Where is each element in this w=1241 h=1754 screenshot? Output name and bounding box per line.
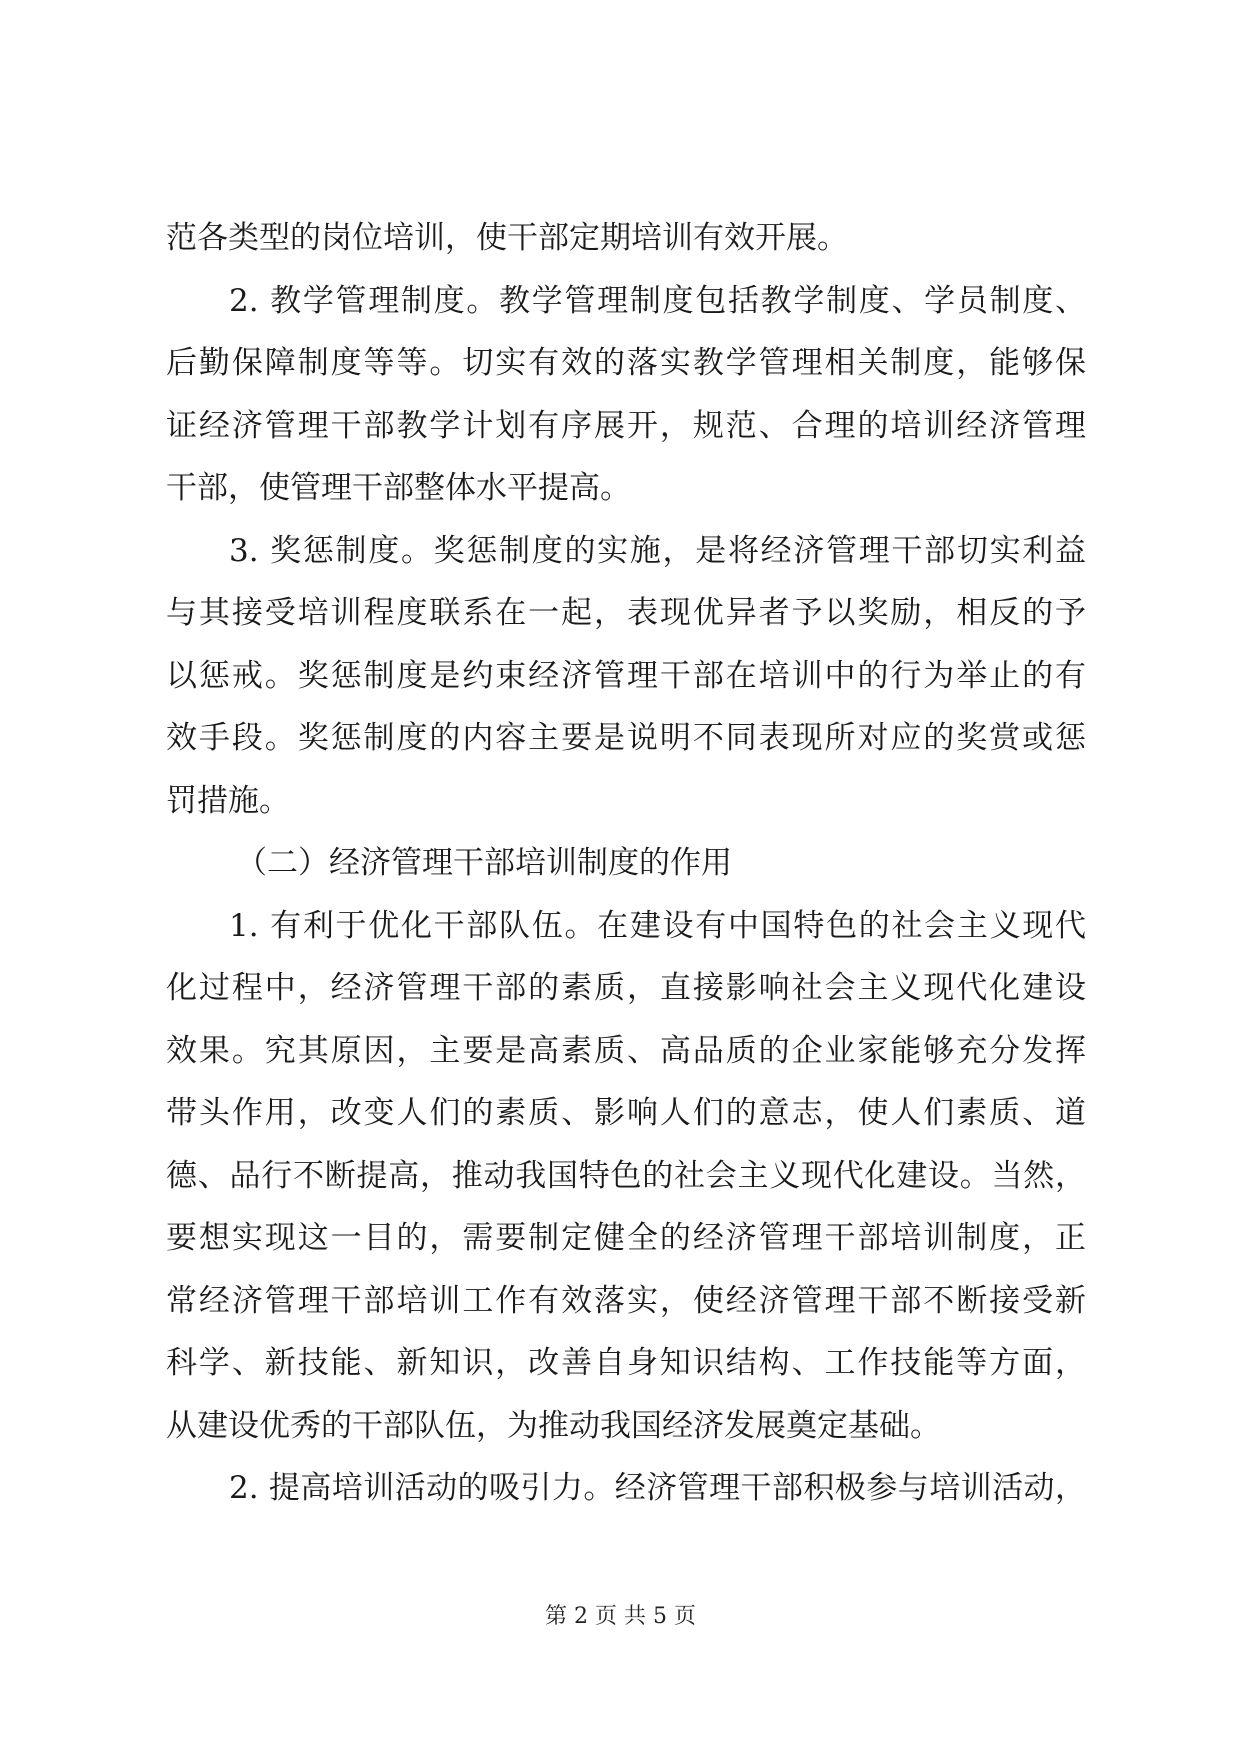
paragraph-line: 干部，使管理干部整体水平提高。 [166,470,631,506]
paragraph-line: 证经济管理干部教学计划有序展开，规范、合理的培训经济管理 [166,408,1086,444]
paragraph-line: 罚措施。 [166,783,290,819]
paragraph-line: 3. 奖惩制度。奖惩制度的实施，是将经济管理干部切实利益 [229,533,1086,569]
paragraph-line: 德、品行不断提高，推动我国特色的社会主义现代化建设。当然， [166,1158,1086,1194]
paragraph-line: 以惩戒。奖惩制度是约束经济管理干部在培训中的行为举止的有 [166,658,1086,694]
paragraph-line: 2. 教学管理制度。教学管理制度包括教学制度、学员制度、 [229,283,1086,319]
paragraph-line: 与其接受培训程度联系在一起，表现优异者予以奖励，相反的予 [166,595,1086,631]
paragraph-line: 从建设优秀的干部队伍，为推动我国经济发展奠定基础。 [166,1408,941,1444]
paragraph-line: 带头作用，改变人们的素质、影响人们的意志，使人们素质、道 [166,1095,1086,1131]
section-heading: （二）经济管理干部培训制度的作用 [236,845,732,881]
paragraph-line: 1. 有利于优化干部队伍。在建设有中国特色的社会主义现代 [229,908,1086,944]
paragraph-line: 范各类型的岗位培训，使干部定期培训有效开展。 [166,220,848,256]
paragraph-line: 效果。究其原因，主要是高素质、高品质的企业家能够充分发挥 [166,1033,1086,1069]
paragraph-line: 效手段。奖惩制度的内容主要是说明不同表现所对应的奖赏或惩 [166,720,1086,756]
page-footer: 第 2 页 共 5 页 [545,1604,696,1629]
paragraph-line: 要想实现这一目的，需要制定健全的经济管理干部培训制度，正 [166,1220,1086,1256]
paragraph-line: 科学、新技能、新知识，改善自身知识结构、工作技能等方面， [166,1345,1086,1381]
paragraph-line: 后勤保障制度等等。切实有效的落实教学管理相关制度，能够保 [166,345,1086,381]
paragraph-line: 2. 提高培训活动的吸引力。经济管理干部积极参与培训活动， [229,1470,1086,1506]
paragraph-line: 化过程中，经济管理干部的素质，直接影响社会主义现代化建设 [166,970,1086,1006]
paragraph-line: 常经济管理干部培训工作有效落实，使经济管理干部不断接受新 [166,1283,1086,1319]
